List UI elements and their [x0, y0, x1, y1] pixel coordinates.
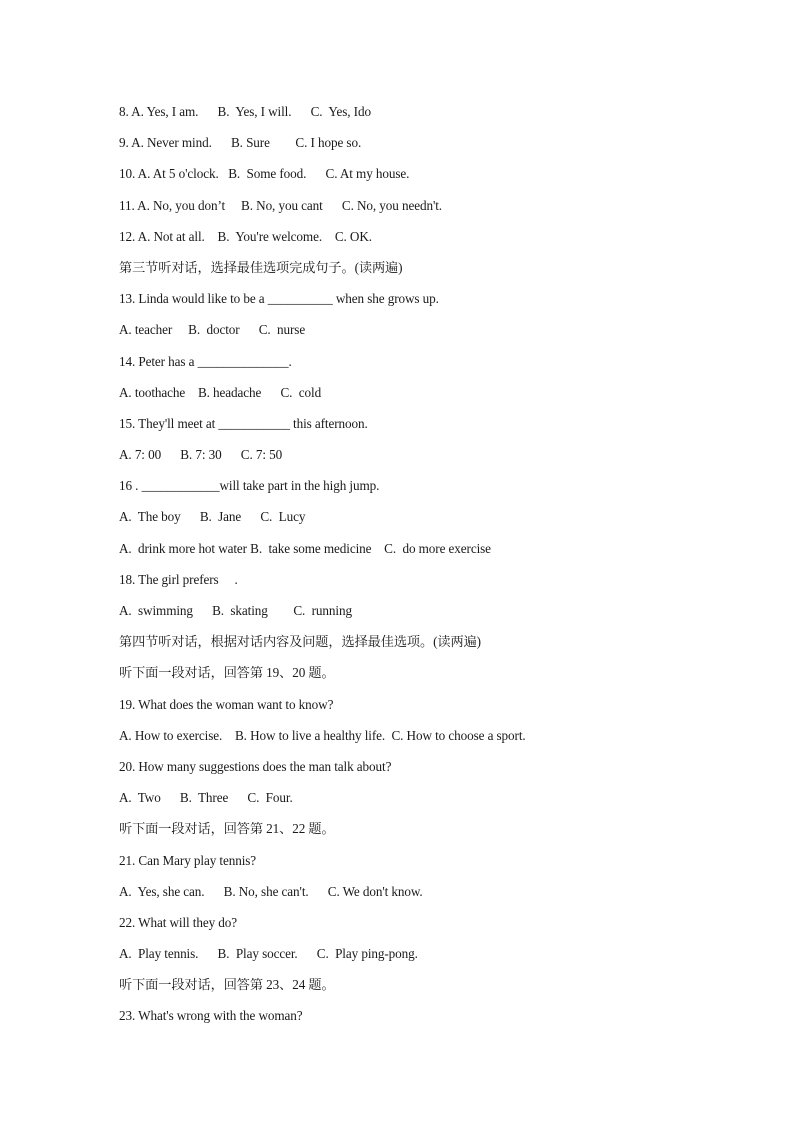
q13-question: 13. Linda would like to be a __________ when she grows up.: [119, 291, 439, 307]
q16-question: 16 . ____________will take part in the high jump.: [119, 478, 380, 494]
q10-options: 10. A. At 5 o'clock. B. Some food. C. At my house.: [119, 166, 410, 182]
q22-options: A. Play tennis. B. Play soccer. C. Play ping-pong.: [119, 946, 418, 962]
q19-options: A. How to exercise. B. How to live a healthy life. C. How to choose a sport.: [119, 727, 526, 743]
q11-options: 11. A. No, you don’t B. No, you cant C. No, you needn't.: [119, 197, 442, 213]
q21-options: A. Yes, she can. B. No, she can't. C. We don't know.: [119, 883, 423, 899]
q19-question: 19. What does the woman want to know?: [119, 696, 334, 712]
section-4-heading: 第四节听对话，根据对话内容及问题，选择最佳选项。(读两遍): [119, 634, 481, 650]
q17-options: A. drink more hot water B. take some medicine C. do more exercise: [119, 540, 491, 556]
document-body: [119, 103, 759, 1039]
q15-options: A. 7: 00 B. 7: 30 C. 7: 50: [119, 447, 283, 463]
q16-options: A. The boy B. Jane C. Lucy: [119, 509, 306, 525]
q15-question: 15. They'll meet at ___________ this afternoon.: [119, 415, 368, 431]
dialogue-23-24-instruction: 听下面一段对话，回答第 23、24 题。: [119, 977, 335, 993]
q21-question: 21. Can Mary play tennis?: [119, 852, 257, 868]
q13-options: A. teacher B. doctor C. nurse: [119, 322, 306, 338]
dialogue-19-20-instruction: 听下面一段对话，回答第 19、20 题。: [119, 665, 335, 681]
q12-options: 12. A. Not at all. B. You're welcome. C. OK.: [119, 228, 372, 244]
q20-options: A. Two B. Three C. Four.: [119, 790, 293, 806]
q18-options: A. swimming B. skating C. running: [119, 603, 352, 618]
section-3-heading: 第三节听对话，选择最佳选项完成句子。(读两遍): [119, 259, 403, 275]
q14-question: 14. Peter has a ______________.: [119, 353, 292, 369]
q18-question: 18. The girl prefers .: [119, 571, 238, 587]
q20-question: 20. How many suggestions does the man talk about?: [119, 758, 392, 774]
q23-question: 23. What's wrong with the woman?: [119, 1008, 303, 1024]
q9-options: 9. A. Never mind. B. Sure C. I hope so.: [119, 135, 362, 151]
q22-question: 22. What will they do?: [119, 914, 238, 930]
q8-options: 8. A. Yes, I am. B. Yes, I will. C. Yes, Ido: [119, 104, 371, 119]
q14-options: A. toothache B. headache C. cold: [119, 384, 322, 400]
dialogue-21-22-instruction: 听下面一段对话，回答第 21、22 题。: [119, 821, 335, 837]
